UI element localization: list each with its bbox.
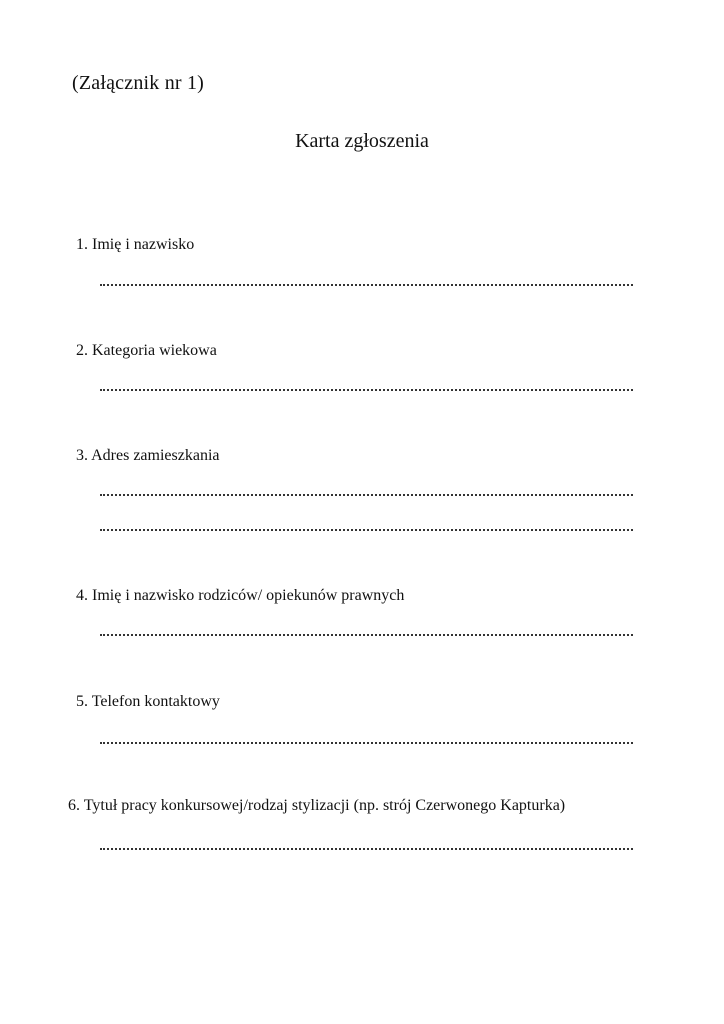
fill-in-line-address-2: [100, 527, 633, 531]
field-label-address: 3. Adres zamieszkania: [76, 447, 220, 464]
field-label-name: 1. Imię i nazwisko: [76, 236, 195, 253]
field-label-phone: 5. Telefon kontaktowy: [76, 693, 220, 710]
field-label-age-category: 2. Kategoria wiekowa: [76, 342, 217, 359]
fill-in-line-name: [100, 282, 633, 286]
fill-in-line-address-1: [100, 492, 633, 496]
fill-in-line-phone: [100, 740, 633, 744]
page-title: Karta zgłoszenia: [295, 130, 429, 152]
field-label-parents: 4. Imię i nazwisko rodziców/ opiekunów prawnych: [76, 587, 405, 604]
annex-number: (Załącznik nr 1): [72, 72, 205, 94]
fill-in-line-parents: [100, 632, 633, 636]
fill-in-line-entry-title: [100, 846, 633, 850]
fill-in-line-age-category: [100, 387, 633, 391]
field-label-entry-title: 6. Tytuł pracy konkursowej/rodzaj stylizacji (np. strój Czerwonego Kapturka): [68, 797, 566, 814]
